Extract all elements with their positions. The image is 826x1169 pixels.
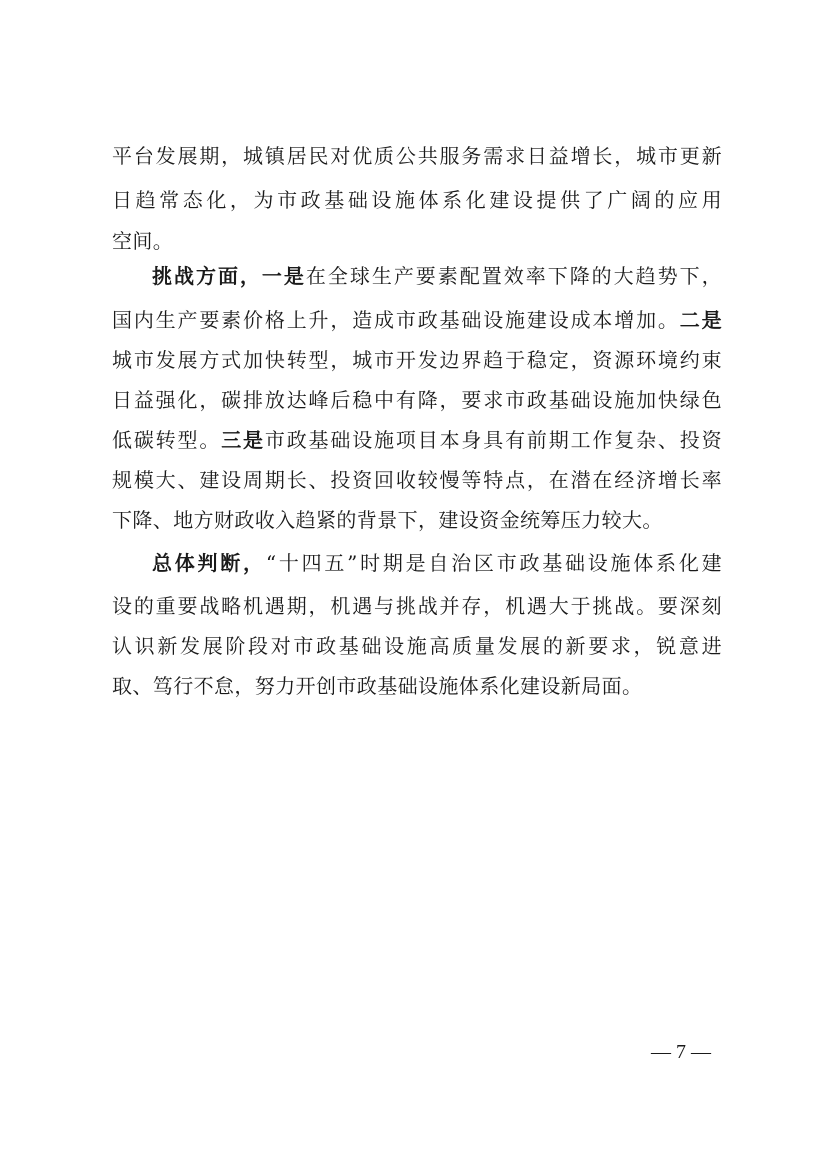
body-text-line: 日益强化，碳排放达峰后稳中有降，要求市政基础设施加快绿色 — [112, 388, 722, 412]
bold-lead-text: 三是 — [221, 428, 265, 452]
body-text: 国内生产要素价格上升，造成市政基础设施建设成本增加。 — [112, 308, 680, 332]
body-text-line — [112, 302, 722, 338]
body-text-line: 取、笃行不怠，努力开创市政基础设施体系化建设新局面。 — [112, 674, 643, 698]
body-text-line — [152, 258, 722, 294]
body-text: 市政基础设施项目本身具有前期工作复杂、投资 — [264, 428, 722, 452]
page-number: — 7 — — [651, 1041, 711, 1063]
body-text-line: 平台发展期，城镇居民对优质公共服务需求日益增长，城市更新 — [112, 144, 722, 168]
body-text-line: 设的重要战略机遇期，机遇与挑战并存，机遇大于挑战。要深刻 — [112, 594, 722, 618]
body-text-line: 空间。 — [112, 229, 174, 253]
body-text-line: 下降、地方财政收入趋紧的背景下，建设资金统筹压力较大。 — [112, 508, 663, 532]
body-text: 低碳转型。 — [112, 428, 222, 452]
body-text-line — [112, 422, 722, 458]
body-text: 在全球生产要素配置效率下降的大趋势下， — [305, 264, 722, 288]
body-text-line — [152, 545, 722, 581]
body-text-line: 日趋常态化，为市政基础设施体系化建设提供了广阔的应用 — [112, 188, 722, 212]
body-text-line: 城市发展方式加快转型，城市开发边界趋于稳定，资源环境约束 — [112, 348, 722, 372]
bold-lead-text: 挑战方面，一是 — [152, 264, 306, 288]
bold-lead-text: 总体判断， — [152, 551, 266, 575]
body-text: “十四五”时期是自治区市政基础设施体系化建 — [265, 551, 722, 575]
bold-lead-text: 二是 — [679, 308, 722, 332]
body-text-line: 规模大、建设周期长、投资回收较慢等特点，在潜在经济增长率 — [112, 468, 722, 492]
body-text-line: 认识新发展阶段对市政基础设施高质量发展的新要求，锐意进 — [112, 634, 722, 658]
